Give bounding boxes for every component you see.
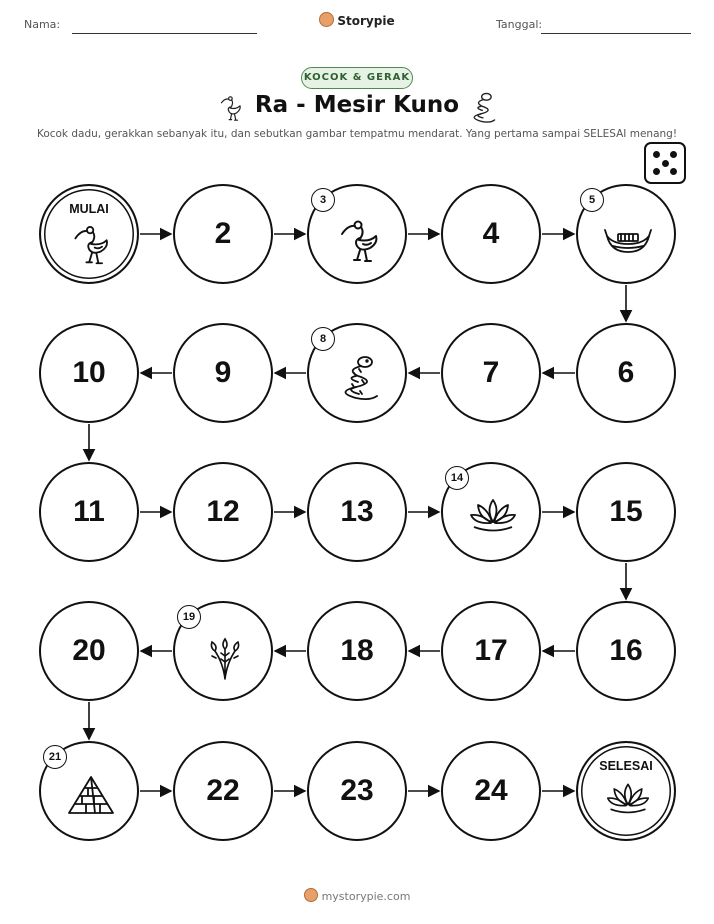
board-space-20 [39, 601, 139, 701]
space-number-tag: 19 [177, 605, 201, 629]
space-number: 10 [72, 356, 106, 389]
space-number: 22 [206, 774, 240, 807]
pyramid-icon [66, 771, 116, 821]
lotus-icon [468, 492, 518, 542]
space-number: 2 [214, 217, 232, 250]
board-space-16 [576, 601, 676, 701]
space-number-tag: 8 [311, 327, 335, 351]
space-number-tag: 5 [580, 188, 604, 212]
wheat-icon [200, 631, 250, 681]
ibis-icon [68, 220, 114, 266]
board-space-2 [173, 184, 273, 284]
space-number-tag: 14 [445, 466, 469, 490]
board-space-14 [441, 462, 541, 562]
board-space-8 [307, 323, 407, 423]
board-space-9 [173, 323, 273, 423]
space-number: 17 [474, 634, 508, 667]
space-number: 15 [609, 495, 643, 528]
start-space [39, 184, 139, 284]
ibis-icon [334, 214, 384, 264]
space-number: 4 [482, 217, 500, 250]
board-space-23 [307, 741, 407, 841]
finish-label: SELESAI [599, 759, 653, 773]
date-label: Tanggal: [496, 18, 543, 31]
space-number: 13 [340, 495, 374, 528]
board-space-19 [173, 601, 273, 701]
space-number: 23 [340, 774, 374, 807]
space-number: 16 [609, 634, 643, 667]
start-label: MULAI [69, 202, 109, 216]
space-number: 6 [617, 356, 635, 389]
space-number: 18 [340, 634, 374, 667]
name-label: Nama: [24, 18, 61, 31]
board-space-12 [173, 462, 273, 562]
instructions-text: Kocok dadu, gerakkan sebanyak itu, dan sebutkan gambar tempatmu mendarat. Yang pertama sampai SELESAI menang! [36, 128, 678, 140]
board-space-6 [576, 323, 676, 423]
finish-space [576, 741, 676, 841]
board-space-7 [441, 323, 541, 423]
space-number: 12 [206, 495, 240, 528]
board-space-18 [307, 601, 407, 701]
space-number-tag: 3 [311, 188, 335, 212]
board-space-17 [441, 601, 541, 701]
category-badge: KOCOK & GERAK [301, 67, 413, 89]
space-number: 20 [72, 634, 106, 667]
space-number: 9 [214, 356, 232, 389]
board-space-13 [307, 462, 407, 562]
boat-icon [603, 214, 653, 264]
board-space-24 [441, 741, 541, 841]
board-space-3 [307, 184, 407, 284]
space-number: 24 [474, 774, 508, 807]
lotus-icon [605, 777, 651, 823]
page-title: Ra - Mesir Kuno [254, 92, 460, 118]
board-space-22 [173, 741, 273, 841]
footer-url: mystorypie.com [321, 890, 411, 903]
board-space-21 [39, 741, 139, 841]
footer [0, 888, 714, 903]
space-number: 7 [482, 356, 500, 389]
board-space-10 [39, 323, 139, 423]
board-space-5 [576, 184, 676, 284]
board-space-11 [39, 462, 139, 562]
storypie-logo-icon [304, 888, 318, 902]
snake-icon [334, 353, 384, 403]
space-number-tag: 21 [43, 745, 67, 769]
space-number: 11 [73, 495, 105, 528]
brand-name: Storypie [337, 14, 395, 28]
board-space-4 [441, 184, 541, 284]
board-space-15 [576, 462, 676, 562]
